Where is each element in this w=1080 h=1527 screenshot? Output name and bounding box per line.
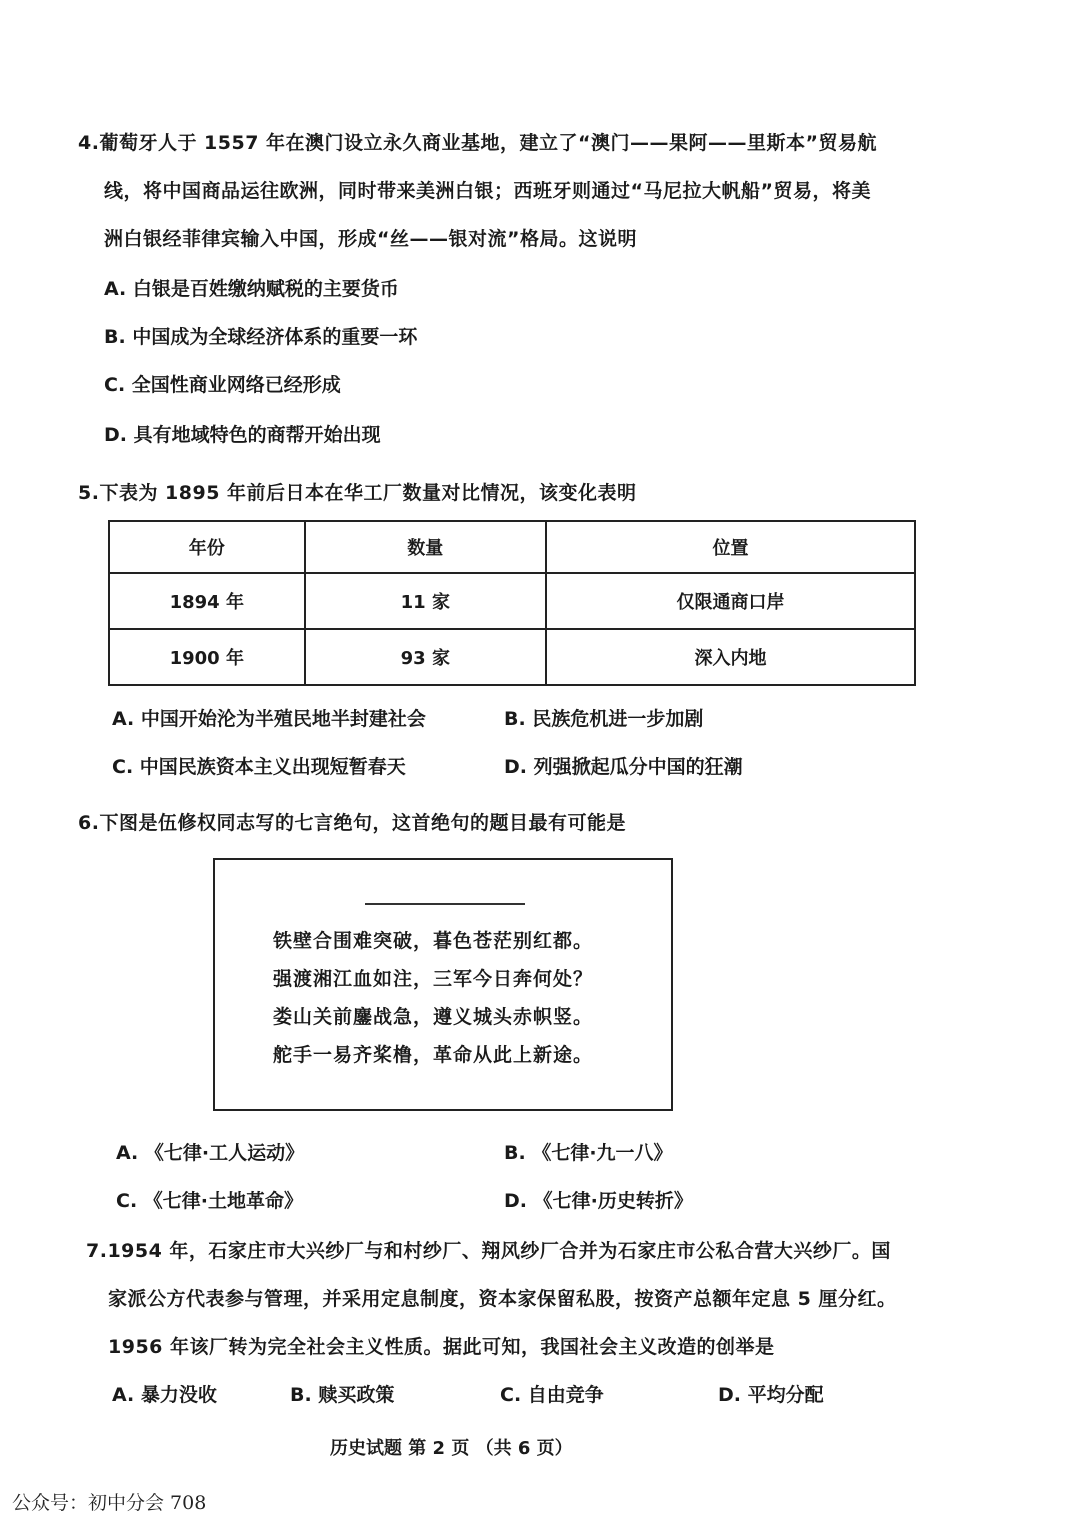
- q7-stem-line-2: 家派公方代表参与管理，并采用定息制度，资本家保留私股，按资产总额年定息 5 厘分红。: [108, 1288, 897, 1310]
- table-header-row: [109, 521, 915, 573]
- q7-stem-line-3: 1956 年该厂转为完全社会主义性质。据此可知，我国社会主义改造的创举是: [108, 1336, 775, 1358]
- factory-table: [108, 520, 916, 686]
- table-cell-year: 1900 年: [109, 629, 305, 685]
- table-cell-location: 仅限通商口岸: [546, 573, 915, 629]
- table-header-year: 年份: [109, 521, 305, 573]
- q6-option-b[interactable]: B. 《七律·九一八》: [504, 1142, 673, 1164]
- table-cell-location: 深入内地: [546, 629, 915, 685]
- q6-option-a[interactable]: A. 《七律·工人运动》: [116, 1142, 305, 1164]
- q7-option-d[interactable]: D. 平均分配: [718, 1384, 824, 1406]
- poem-line-4: 舵手一易齐桨橹，革命从此上新途。: [273, 1044, 594, 1066]
- q4-option-c[interactable]: C. 全国性商业网络已经形成: [104, 374, 341, 396]
- table-cell-count: 11 家: [305, 573, 546, 629]
- q4-option-a[interactable]: A. 白银是百姓缴纳赋税的主要货币: [104, 278, 399, 300]
- poem-title-blank: [365, 903, 525, 905]
- q6-option-c[interactable]: C. 《七律·土地革命》: [116, 1190, 303, 1212]
- q5-option-d[interactable]: D. 列强掀起瓜分中国的狂潮: [504, 756, 743, 778]
- watermark-text: 公众号：初中分会 708: [12, 1492, 207, 1514]
- q5-option-b[interactable]: B. 民族危机进一步加剧: [504, 708, 704, 730]
- table-cell-count: 93 家: [305, 629, 546, 685]
- q7-stem-line-1: 7.1954 年，石家庄市大兴纱厂与和村纱厂、翔风纱厂合并为石家庄市公私合营大兴纱厂。国: [86, 1240, 891, 1262]
- q4-stem-line-2: 线，将中国商品运往欧洲，同时带来美洲白银；西班牙则通过“马尼拉大帆船”贸易，将美: [104, 180, 871, 202]
- table-row: [109, 573, 915, 629]
- q5-option-a[interactable]: A. 中国开始沦为半殖民地半封建社会: [112, 708, 426, 730]
- q5-option-c[interactable]: C. 中国民族资本主义出现短暂春天: [112, 756, 406, 778]
- table-header-location: 位置: [546, 521, 915, 573]
- q4-stem-line-3: 洲白银经菲律宾输入中国，形成“丝——银对流”格局。这说明: [104, 228, 637, 250]
- table-header-count: 数量: [305, 521, 546, 573]
- q5-stem: 5.下表为 1895 年前后日本在华工厂数量对比情况，该变化表明: [78, 482, 637, 504]
- q7-option-a[interactable]: A. 暴力没收: [112, 1384, 217, 1406]
- q7-option-b[interactable]: B. 赎买政策: [290, 1384, 395, 1406]
- q6-stem: 6.下图是伍修权同志写的七言绝句，这首绝句的题目最有可能是: [78, 812, 626, 834]
- poem-line-1: 铁壁合围难突破，暮色苍茫别红都。: [273, 930, 594, 952]
- q4-option-b[interactable]: B. 中国成为全球经济体系的重要一环: [104, 326, 418, 348]
- q4-option-d[interactable]: D. 具有地域特色的商帮开始出现: [104, 424, 381, 446]
- q4-stem-line-1: 4.葡萄牙人于 1557 年在澳门设立永久商业基地，建立了“澳门——果阿——里斯本”贸易航: [78, 132, 878, 154]
- poem-box: [213, 858, 673, 1111]
- q7-option-c[interactable]: C. 自由竞争: [500, 1384, 604, 1406]
- table-row: [109, 629, 915, 685]
- poem-line-2: 强渡湘江血如注，三军今日奔何处？: [273, 968, 594, 990]
- q6-option-d[interactable]: D. 《七律·历史转折》: [504, 1190, 693, 1212]
- poem-line-3: 娄山关前鏖战急，遵义城头赤帜竖。: [273, 1006, 594, 1028]
- page-footer: 历史试题 第 2 页 （共 6 页）: [330, 1438, 573, 1459]
- table-cell-year: 1894 年: [109, 573, 305, 629]
